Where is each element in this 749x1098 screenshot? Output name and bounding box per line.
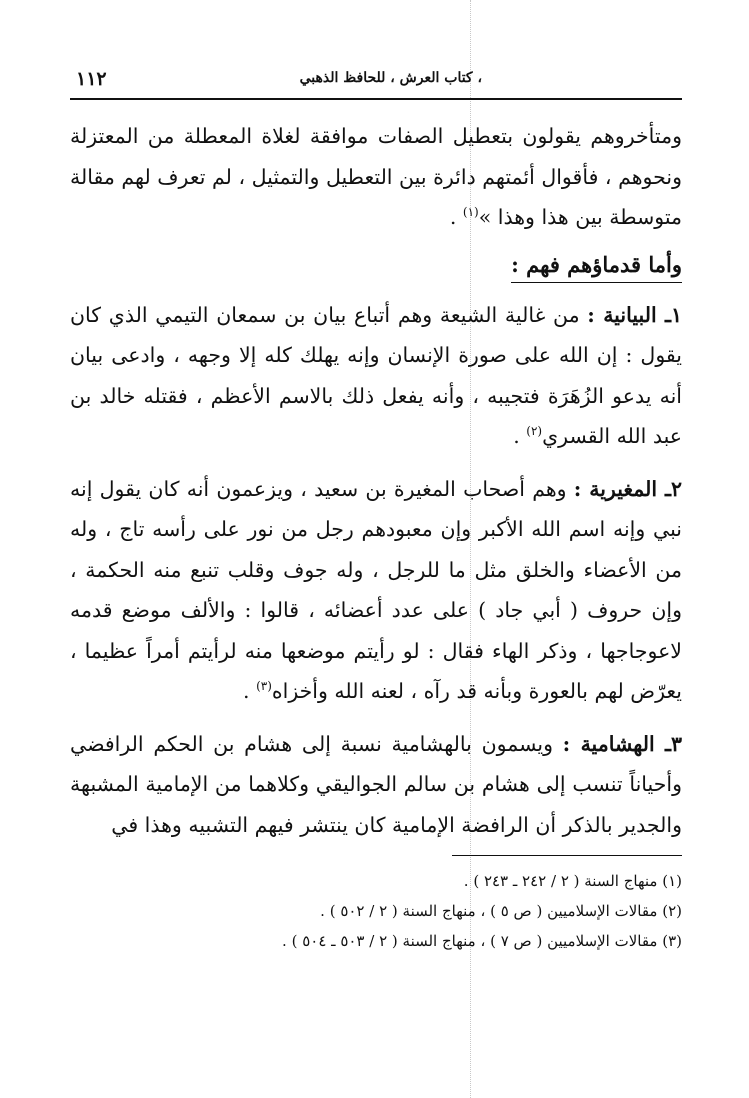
item-hishamiya	[70, 724, 682, 846]
footnote-2: (٢) مقالات الإسلاميين ( ص ٥ ) ، منهاج السنة ( ٢ / ٥٠٢ ) .	[320, 902, 682, 920]
footnote-divider	[452, 855, 682, 856]
footnote-ref-2: (٢)	[526, 424, 543, 439]
section-heading: وأما قدماؤهم فهم :	[511, 248, 682, 283]
item-mughiriya	[70, 469, 682, 712]
intro-text: ومتأخروهم يقولون بتعطيل الصفات موافقة لغلاة المعطلة من المعتزلة ونحوهم ، فأقوال أئمتهم دائرة بين التعطيل والتمثيل ، لم تعرف لهم مقالة متوسطة بين هذا وهذا »	[70, 124, 682, 229]
page-number: ١١٢	[76, 68, 107, 90]
footnotes	[70, 866, 682, 956]
intro-paragraph	[70, 116, 682, 238]
footnote-3: (٣) مقالات الإسلاميين ( ص ٧ ) ، منهاج السنة ( ٢ / ٥٠٣ ـ ٥٠٤ ) .	[282, 932, 682, 950]
item-text: من غالية الشيعة وهم أتباع بيان بن سمعان التيمي الذي كان يقول : إن الله على صورة الإنسان وإنه يهلك كله إلا وجهه ، وادعى بيان أنه يدعو الزُهَرَة فتجيبه ، وأنه يفعل ذلك بالاسم الأعظم ، فقتله خالد بن عبد الله القسري	[70, 302, 682, 448]
item-term: ٣ـ الهشامية :	[562, 731, 682, 756]
item-text: وهم أصحاب المغيرة بن سعيد ، ويزعمون أنه كان يقول إنه نبي وإنه اسم الله الأكبر وإن معبودهم رجل من نور على رأسه تاج ، وله من الأعضاء والخلق مثل ما للرجل ، وله جوف وقلب تنبع منه الحكمة ، وإن حروف ( أبي جاد ) على عدد أعضائه ، قالوا : والألف موضع قدمه لاعوجاجها ، وذكر الهاء فقال : لو رأيتم موضعها منه لرأيتم أمراً عظيما ، يعرّض لهم بالعورة وبأنه قد رآه ، لعنه الله وأخزاه	[70, 476, 682, 703]
item-end: .	[243, 679, 257, 703]
main-text	[70, 116, 682, 845]
book-page	[70, 64, 682, 1074]
page-header	[70, 64, 682, 100]
item-end: .	[513, 424, 527, 448]
item-bayaniya	[70, 295, 682, 457]
item-text: ويسمون بالهشامية نسبة إلى هشام بن الحكم الرافضي وأحياناً تنسب إلى هشام بن سالم الجواليقي وكلاهما من الإمامية المشبهة والجدير بالذكر أن الرافضة الإمامية كان ينتشر فيهم التشبيه وهذا في	[70, 731, 682, 837]
running-title: ، كتاب العرش ، للحافظ الذهبي	[299, 70, 482, 86]
footnote-ref-1: (١)	[462, 205, 479, 220]
footnote-ref-3: (٣)	[256, 679, 272, 694]
footnote-1: (١) منهاج السنة ( ٢ / ٢٤٢ ـ ٢٤٣ ) .	[463, 872, 682, 890]
intro-end: .	[449, 205, 463, 229]
item-term: ٢ـ المغيرية :	[573, 476, 682, 501]
item-term: ١ـ البيانية :	[587, 302, 682, 327]
